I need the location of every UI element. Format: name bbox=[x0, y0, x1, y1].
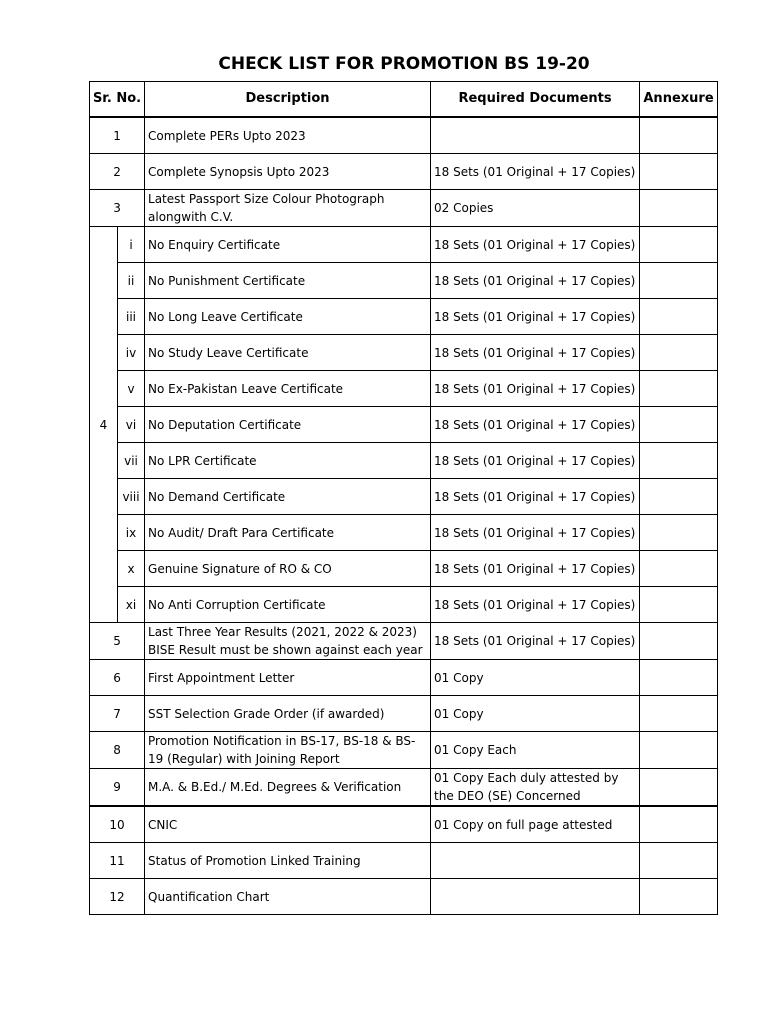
annexure-cell bbox=[640, 117, 718, 154]
annexure-cell bbox=[640, 806, 718, 843]
documents-cell bbox=[431, 843, 640, 879]
description-cell: SST Selection Grade Order (if awarded) bbox=[145, 696, 431, 732]
description-cell: Last Three Year Results (2021, 2022 & 2023) BISE Result must be shown against each year bbox=[145, 623, 431, 660]
table-row bbox=[90, 879, 718, 915]
annexure-cell bbox=[640, 551, 718, 587]
annexure-cell bbox=[640, 843, 718, 879]
description-cell: Complete PERs Upto 2023 bbox=[145, 117, 431, 154]
description-cell: CNIC bbox=[145, 806, 431, 843]
table-row bbox=[90, 660, 718, 696]
sub-number-cell: viii bbox=[118, 479, 145, 515]
documents-cell: 18 Sets (01 Original + 17 Copies) bbox=[431, 299, 640, 335]
description-cell: No Punishment Certificate bbox=[145, 263, 431, 299]
sr-no-cell: 1 bbox=[90, 117, 145, 154]
sub-number-cell: vii bbox=[118, 443, 145, 479]
sr-no-cell: 7 bbox=[90, 696, 145, 732]
table-row bbox=[90, 443, 718, 479]
documents-cell: 18 Sets (01 Original + 17 Copies) bbox=[431, 227, 640, 263]
description-cell: No Enquiry Certificate bbox=[145, 227, 431, 263]
description-cell: No LPR Certificate bbox=[145, 443, 431, 479]
sr-no-cell: 5 bbox=[90, 623, 145, 660]
table-row bbox=[90, 335, 718, 371]
table-row bbox=[90, 806, 718, 843]
documents-cell bbox=[431, 117, 640, 154]
documents-cell bbox=[431, 879, 640, 915]
table-row bbox=[90, 732, 718, 769]
annexure-cell bbox=[640, 769, 718, 807]
annexure-cell bbox=[640, 515, 718, 551]
description-cell: No Long Leave Certificate bbox=[145, 299, 431, 335]
documents-cell: 02 Copies bbox=[431, 190, 640, 227]
sr-no-cell: 4 bbox=[90, 227, 118, 623]
documents-cell: 18 Sets (01 Original + 17 Copies) bbox=[431, 335, 640, 371]
description-cell: Genuine Signature of RO & CO bbox=[145, 551, 431, 587]
description-cell: First Appointment Letter bbox=[145, 660, 431, 696]
description-cell: No Anti Corruption Certificate bbox=[145, 587, 431, 623]
table-row bbox=[90, 843, 718, 879]
annexure-cell bbox=[640, 623, 718, 660]
table-row bbox=[90, 117, 718, 154]
annexure-cell bbox=[640, 371, 718, 407]
annexure-cell bbox=[640, 154, 718, 190]
documents-cell: 18 Sets (01 Original + 17 Copies) bbox=[431, 443, 640, 479]
description-cell: M.A. & B.Ed./ M.Ed. Degrees & Verification bbox=[145, 769, 431, 807]
table-row bbox=[90, 551, 718, 587]
header-required-documents: Required Documents bbox=[431, 82, 640, 118]
description-cell: Status of Promotion Linked Training bbox=[145, 843, 431, 879]
table-row bbox=[90, 371, 718, 407]
documents-cell: 18 Sets (01 Original + 17 Copies) bbox=[431, 623, 640, 660]
annexure-cell bbox=[640, 479, 718, 515]
header-sr-no: Sr. No. bbox=[90, 82, 145, 118]
sub-number-cell: ix bbox=[118, 515, 145, 551]
sub-number-cell: i bbox=[118, 227, 145, 263]
table-row bbox=[90, 407, 718, 443]
annexure-cell bbox=[640, 660, 718, 696]
description-cell: Latest Passport Size Colour Photograph alongwith C.V. bbox=[145, 190, 431, 227]
sub-number-cell: iii bbox=[118, 299, 145, 335]
annexure-cell bbox=[640, 263, 718, 299]
documents-cell: 18 Sets (01 Original + 17 Copies) bbox=[431, 479, 640, 515]
table-row bbox=[90, 587, 718, 623]
table-row bbox=[90, 515, 718, 551]
page-title: CHECK LIST FOR PROMOTION BS 19-20 bbox=[218, 54, 590, 74]
header-description: Description bbox=[145, 82, 431, 118]
sr-no-cell: 10 bbox=[90, 806, 145, 843]
documents-cell: 01 Copy on full page attested bbox=[431, 806, 640, 843]
sr-no-cell: 11 bbox=[90, 843, 145, 879]
sr-no-cell: 2 bbox=[90, 154, 145, 190]
sub-number-cell: ii bbox=[118, 263, 145, 299]
documents-cell: 01 Copy bbox=[431, 660, 640, 696]
table-row bbox=[90, 623, 718, 660]
description-cell: No Demand Certificate bbox=[145, 479, 431, 515]
annexure-cell bbox=[640, 299, 718, 335]
sr-no-cell: 9 bbox=[90, 769, 145, 807]
documents-cell: 01 Copy Each duly attested by the DEO (SE) Concerned bbox=[431, 769, 640, 807]
annexure-cell bbox=[640, 190, 718, 227]
annexure-cell bbox=[640, 696, 718, 732]
description-cell: No Deputation Certificate bbox=[145, 407, 431, 443]
documents-cell: 01 Copy bbox=[431, 696, 640, 732]
documents-cell: 18 Sets (01 Original + 17 Copies) bbox=[431, 515, 640, 551]
documents-cell: 01 Copy Each bbox=[431, 732, 640, 769]
table-row bbox=[90, 154, 718, 190]
description-cell: Quantification Chart bbox=[145, 879, 431, 915]
annexure-cell bbox=[640, 879, 718, 915]
annexure-cell bbox=[640, 335, 718, 371]
documents-cell: 18 Sets (01 Original + 17 Copies) bbox=[431, 551, 640, 587]
table-row bbox=[90, 299, 718, 335]
table-row bbox=[90, 190, 718, 227]
annexure-cell bbox=[640, 407, 718, 443]
sr-no-cell: 3 bbox=[90, 190, 145, 227]
annexure-cell bbox=[640, 732, 718, 769]
description-cell: Promotion Notification in BS-17, BS-18 & BS-19 (Regular) with Joining Report bbox=[145, 732, 431, 769]
checklist-table bbox=[89, 81, 718, 915]
documents-cell: 18 Sets (01 Original + 17 Copies) bbox=[431, 371, 640, 407]
sub-number-cell: vi bbox=[118, 407, 145, 443]
description-cell: Complete Synopsis Upto 2023 bbox=[145, 154, 431, 190]
table-header-row bbox=[90, 82, 718, 118]
sub-number-cell: xi bbox=[118, 587, 145, 623]
documents-cell: 18 Sets (01 Original + 17 Copies) bbox=[431, 154, 640, 190]
table-row bbox=[90, 479, 718, 515]
annexure-cell bbox=[640, 587, 718, 623]
annexure-cell bbox=[640, 443, 718, 479]
annexure-cell bbox=[640, 227, 718, 263]
table-row bbox=[90, 227, 718, 263]
documents-cell: 18 Sets (01 Original + 17 Copies) bbox=[431, 407, 640, 443]
table-row bbox=[90, 263, 718, 299]
documents-cell: 18 Sets (01 Original + 17 Copies) bbox=[431, 587, 640, 623]
documents-cell: 18 Sets (01 Original + 17 Copies) bbox=[431, 263, 640, 299]
sr-no-cell: 12 bbox=[90, 879, 145, 915]
description-cell: No Ex-Pakistan Leave Certificate bbox=[145, 371, 431, 407]
table-row bbox=[90, 769, 718, 807]
description-cell: No Study Leave Certificate bbox=[145, 335, 431, 371]
sub-number-cell: iv bbox=[118, 335, 145, 371]
table-row bbox=[90, 696, 718, 732]
sub-number-cell: x bbox=[118, 551, 145, 587]
header-annexure: Annexure bbox=[640, 82, 718, 118]
description-cell: No Audit/ Draft Para Certificate bbox=[145, 515, 431, 551]
sr-no-cell: 6 bbox=[90, 660, 145, 696]
sub-number-cell: v bbox=[118, 371, 145, 407]
sr-no-cell: 8 bbox=[90, 732, 145, 769]
